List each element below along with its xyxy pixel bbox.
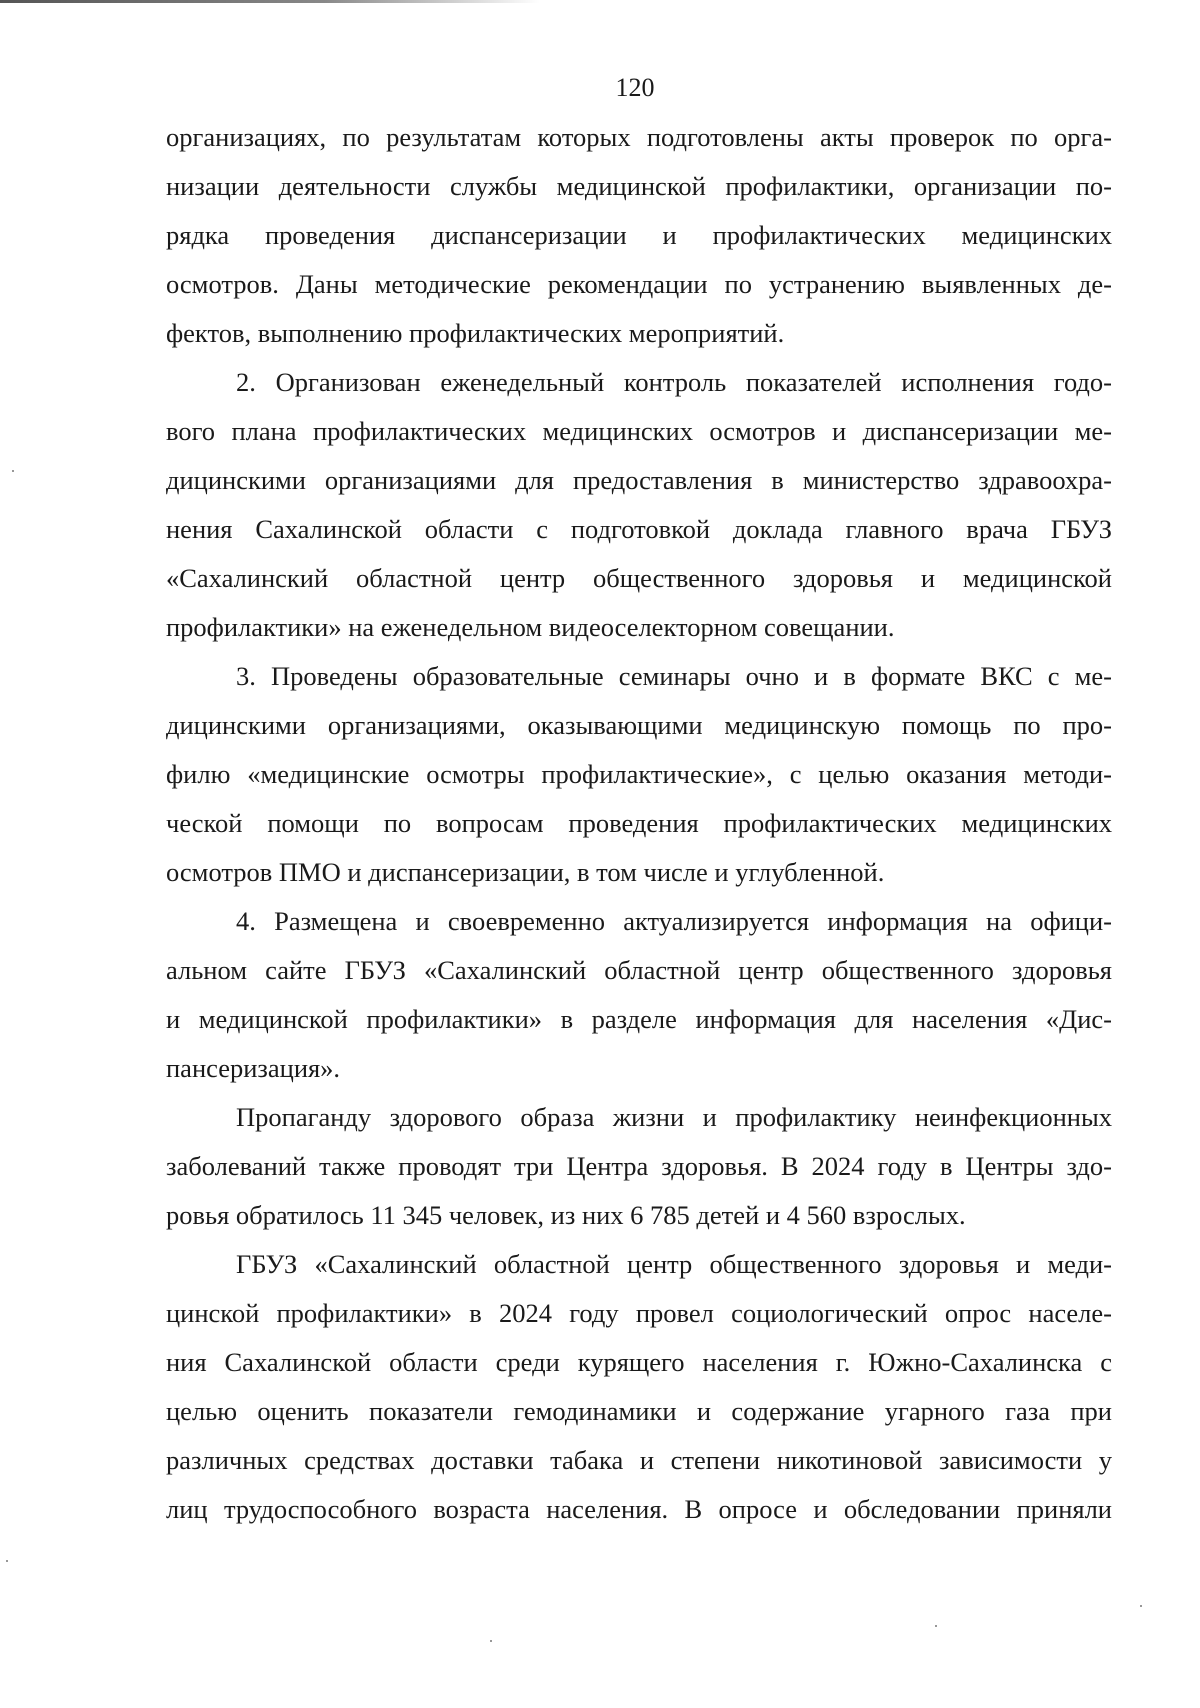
- paragraph-3: [166, 652, 1112, 897]
- scan-speck: [12, 470, 14, 472]
- text-line: дицинскими организациями, оказывающими медицинскую помощь по про-: [166, 710, 1112, 740]
- page-number: 120: [615, 73, 655, 102]
- scan-speck: [6, 1560, 8, 1562]
- paragraph-1: [166, 113, 1112, 358]
- text-line: альном сайте ГБУЗ «Сахалинский областной центр общественного здоровья: [166, 955, 1112, 985]
- text-line: филю «медицинские осмотры профилактические», с целью оказания методи-: [166, 759, 1112, 789]
- text-line: ГБУЗ «Сахалинский областной центр общественного здоровья и меди-: [236, 1249, 1112, 1279]
- text-line: 3. Проведены образовательные семинары очно и в формате ВКС с ме-: [236, 661, 1112, 691]
- text-line: Пропаганду здорового образа жизни и профилактику неинфекционных: [236, 1102, 1112, 1132]
- scan-speck: [935, 1625, 937, 1627]
- paragraph-5: [166, 1093, 1112, 1240]
- text-line: и медицинской профилактики» в разделе информация для населения «Дис-: [166, 1004, 1112, 1034]
- scan-edge-mark: [0, 0, 540, 3]
- text-line: фектов, выполнению профилактических мероприятий.: [166, 318, 785, 348]
- document-body: [166, 113, 1112, 1534]
- text-line: целью оценить показатели гемодинамики и содержание угарного газа при: [166, 1396, 1112, 1426]
- text-line: пансеризация».: [166, 1053, 341, 1083]
- text-line: осмотров ПМО и диспансеризации, в том числе и углубленной.: [166, 857, 885, 887]
- text-line: ровья обратилось 11 345 человек, из них 6 785 детей и 4 560 взрослых.: [166, 1200, 966, 1230]
- text-line: цинской профилактики» в 2024 году провел социологический опрос населе-: [166, 1298, 1112, 1328]
- paragraph-6: [166, 1240, 1112, 1534]
- text-line: организациях, по результатам которых подготовлены акты проверок по орга-: [166, 122, 1112, 152]
- paragraph-2: [166, 358, 1112, 652]
- text-line: ческой помощи по вопросам проведения профилактических медицинских: [166, 808, 1112, 838]
- text-line: рядка проведения диспансеризации и профилактических медицинских: [166, 220, 1112, 250]
- text-line: профилактики» на еженедельном видеоселекторном совещании.: [166, 612, 895, 642]
- scan-speck: [1140, 1605, 1142, 1607]
- text-line: дицинскими организациями для предоставления в министерство здравоохра-: [166, 465, 1112, 495]
- text-line: нения Сахалинской области с подготовкой доклада главного врача ГБУЗ: [166, 514, 1112, 544]
- text-line: «Сахалинский областной центр общественного здоровья и медицинской: [166, 563, 1112, 593]
- scan-speck: [490, 1640, 492, 1642]
- text-line: различных средствах доставки табака и степени никотиновой зависимости у: [166, 1445, 1112, 1475]
- text-line: осмотров. Даны методические рекомендации по устранению выявленных де-: [166, 269, 1112, 299]
- text-line: 2. Организован еженедельный контроль показателей исполнения годо-: [236, 367, 1112, 397]
- text-line: низации деятельности службы медицинской профилактики, организации по-: [166, 171, 1112, 201]
- text-line: 4. Размещена и своевременно актуализируется информация на офици-: [236, 906, 1112, 936]
- text-line: вого плана профилактических медицинских осмотров и диспансеризации ме-: [166, 416, 1112, 446]
- text-line: заболеваний также проводят три Центра здоровья. В 2024 году в Центры здо-: [166, 1151, 1112, 1181]
- text-line: ния Сахалинской области среди курящего населения г. Южно-Сахалинска с: [166, 1347, 1112, 1377]
- text-line: лиц трудоспособного возраста населения. В опросе и обследовании приняли: [166, 1494, 1112, 1524]
- paragraph-4: [166, 897, 1112, 1093]
